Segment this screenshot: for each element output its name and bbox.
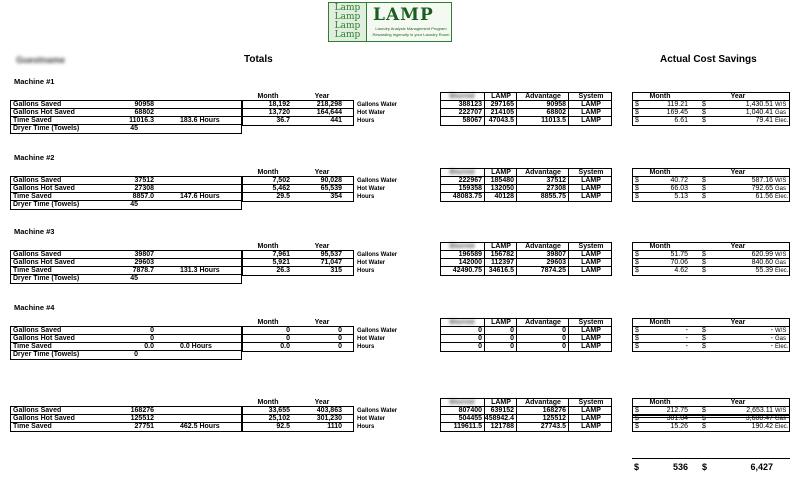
grand-total-rule bbox=[632, 415, 790, 416]
dollar-sign: $ bbox=[702, 327, 706, 334]
unit-label: Hot Water bbox=[357, 416, 386, 422]
savings-month-header: Month bbox=[649, 399, 671, 406]
lamp-value: 214105 bbox=[490, 109, 514, 116]
savings-year-value: 1,430.51 bbox=[745, 101, 773, 108]
system-value: LAMP bbox=[581, 267, 601, 274]
dollar-sign: $ bbox=[702, 415, 706, 422]
savings-year-value: 840.60 bbox=[751, 259, 773, 266]
month-value: 5,462 bbox=[272, 185, 290, 192]
baseline-value: 48083.75 bbox=[452, 193, 482, 200]
savings-year-header: Year bbox=[730, 93, 746, 100]
machine-title: Machine #4 bbox=[14, 303, 55, 312]
baseline-value: 0 bbox=[478, 343, 482, 350]
lamp-header: LAMP bbox=[491, 169, 511, 176]
dollar-sign: $ bbox=[635, 335, 639, 342]
row-label: Gallons Saved bbox=[13, 177, 62, 184]
row-value: 11016.3 bbox=[129, 117, 154, 124]
dryer-time-label: Dryer Time (Towels) bbox=[13, 125, 80, 132]
system-value: LAMP bbox=[581, 109, 601, 116]
grand-total-year: 6,427 bbox=[750, 462, 773, 472]
lamp-value: 297165 bbox=[490, 101, 514, 108]
savings-unit: Elec. bbox=[775, 424, 789, 430]
month-value: 92.5 bbox=[276, 423, 290, 430]
row-value: 39807 bbox=[134, 251, 154, 258]
savings-month-value: 119.21 bbox=[667, 101, 688, 108]
system-column-rule bbox=[568, 398, 569, 432]
baseline-value: 0 bbox=[478, 327, 482, 334]
unit-label: Hot Water bbox=[357, 110, 386, 116]
savings-year-value: - bbox=[770, 343, 773, 350]
savings-year-value: 2,653.11 bbox=[746, 407, 773, 414]
savings-year-value: 1,040.41 bbox=[745, 109, 773, 116]
baseline-value: 42490.75 bbox=[452, 267, 482, 274]
row-value: 27751 bbox=[134, 423, 154, 430]
system-column-rule bbox=[568, 92, 569, 126]
unit-label: Hot Water bbox=[357, 186, 386, 192]
lamp-logo bbox=[328, 2, 452, 42]
year-value: 354 bbox=[330, 193, 342, 200]
unit-label: Gallons Water bbox=[357, 102, 398, 108]
lamp-value: 34616.5 bbox=[488, 267, 514, 274]
dollar-sign: $ bbox=[702, 117, 706, 124]
dryer-time-label: Dryer Time (Towels) bbox=[13, 351, 80, 358]
unit-label: Gallons Water bbox=[357, 408, 398, 414]
savings-unit: W/S bbox=[775, 252, 787, 258]
unit-label: Hours bbox=[357, 268, 375, 274]
dryer-time-value: 45 bbox=[130, 275, 138, 282]
savings-month-value: 5.13 bbox=[674, 193, 688, 200]
year-header: Year bbox=[314, 169, 330, 176]
savings-unit: Gas bbox=[775, 260, 787, 266]
year-value: 301,230 bbox=[316, 415, 342, 422]
dollar-sign: $ bbox=[702, 251, 706, 258]
savings-year-value: 587.16 bbox=[751, 177, 773, 184]
savings-unit: Elec. bbox=[775, 268, 789, 274]
blurred-header: Blurred bbox=[449, 243, 475, 250]
system-value: LAMP bbox=[581, 177, 601, 184]
row-label: Time Saved bbox=[13, 423, 52, 430]
unit-label: Gallons Water bbox=[357, 178, 398, 184]
system-header: System bbox=[578, 243, 604, 250]
advantage-value: 39807 bbox=[546, 251, 566, 258]
cost-savings-heading: Actual Cost Savings bbox=[660, 54, 757, 65]
year-value: 1110 bbox=[327, 423, 342, 430]
logo-title: LAMP bbox=[373, 5, 434, 25]
savings-month-value: 4.62 bbox=[674, 267, 688, 274]
month-value: 25,102 bbox=[268, 415, 290, 422]
advantage-value: 29603 bbox=[546, 259, 566, 266]
dollar-sign: $ bbox=[702, 177, 706, 184]
baseline-value: 142000 bbox=[458, 259, 482, 266]
row-label: Time Saved bbox=[13, 267, 52, 274]
dollar-sign: $ bbox=[702, 335, 706, 342]
savings-month-value: 169.45 bbox=[666, 109, 688, 116]
savings-month-value: - bbox=[685, 335, 688, 342]
blurred-header: Blurred bbox=[449, 93, 475, 100]
dollar-sign: $ bbox=[635, 407, 639, 414]
row-value: 168276 bbox=[130, 407, 154, 414]
dollar-sign: $ bbox=[702, 109, 706, 116]
blurred-header: Blurred bbox=[449, 169, 475, 176]
savings-month-value: - bbox=[685, 327, 688, 334]
dollar-sign: $ bbox=[635, 117, 639, 124]
system-header: System bbox=[578, 399, 604, 406]
baseline-value: 388123 bbox=[458, 101, 482, 108]
savings-month-value: - bbox=[685, 343, 688, 350]
unit-label: Hours bbox=[357, 118, 375, 124]
month-value: 26.3 bbox=[276, 267, 290, 274]
dollar-sign: $ bbox=[702, 101, 706, 108]
dollar-sign: $ bbox=[635, 177, 639, 184]
advantage-value: 11013.5 bbox=[541, 117, 566, 124]
year-value: 218,298 bbox=[316, 101, 342, 108]
dollar-sign: $ bbox=[635, 267, 639, 274]
savings-year-value: 3,600.47 bbox=[745, 415, 773, 422]
savings-month-value: 40.72 bbox=[670, 177, 688, 184]
advantage-value: 125512 bbox=[542, 415, 566, 422]
savings-unit: W/S bbox=[775, 102, 787, 108]
year-value: 0 bbox=[338, 335, 342, 342]
savings-month-header: Month bbox=[649, 93, 671, 100]
advantage-value: 68802 bbox=[546, 109, 566, 116]
savings-year-header: Year bbox=[730, 243, 746, 250]
system-column-rule bbox=[568, 318, 569, 352]
row-label: Time Saved bbox=[13, 343, 52, 350]
row-label: Gallons Hot Saved bbox=[13, 335, 75, 342]
advantage-header: Advantage bbox=[525, 93, 561, 100]
dollar-sign: $ bbox=[635, 423, 639, 430]
savings-month-value: 6.61 bbox=[674, 117, 688, 124]
advantage-header: Advantage bbox=[525, 319, 561, 326]
dollar-sign: $ bbox=[635, 193, 639, 200]
savings-month-value: 70.06 bbox=[670, 259, 688, 266]
advantage-value: 8855.75 bbox=[540, 193, 566, 200]
lamp-header: LAMP bbox=[491, 399, 511, 406]
lamp-value: 0 bbox=[510, 335, 514, 342]
year-header: Year bbox=[314, 243, 330, 250]
system-value: LAMP bbox=[581, 117, 601, 124]
system-value: LAMP bbox=[581, 259, 601, 266]
savings-month-value: 66.03 bbox=[670, 185, 688, 192]
row-value: 68802 bbox=[134, 109, 154, 116]
row-value: 0 bbox=[150, 327, 154, 334]
dollar-sign: $ bbox=[702, 193, 706, 200]
lamp-value: 0 bbox=[510, 327, 514, 334]
savings-month-value: 301.04 bbox=[666, 415, 688, 422]
lamp-header: LAMP bbox=[491, 243, 511, 250]
logo-subtitle: Laundry Analysis Management Program Rewarding Ingenuity in your Laundry Room bbox=[372, 26, 450, 37]
time-saved-hours: 147.6 Hours bbox=[180, 193, 220, 200]
baseline-value: 222967 bbox=[458, 177, 482, 184]
year-value: 441 bbox=[330, 117, 342, 124]
month-value: 7,961 bbox=[272, 251, 290, 258]
savings-month-value: 51.75 bbox=[670, 251, 688, 258]
system-value: LAMP bbox=[581, 251, 601, 258]
lamp-value: 0 bbox=[510, 343, 514, 350]
savings-unit: W/S bbox=[775, 408, 787, 414]
advantage-value: 168276 bbox=[542, 407, 566, 414]
lamp-value: 112397 bbox=[491, 259, 514, 266]
grand-dollar-sign: $ bbox=[702, 462, 708, 472]
grand-dollar-sign: $ bbox=[634, 462, 640, 472]
dollar-sign: $ bbox=[635, 343, 639, 350]
savings-year-value: 79.41 bbox=[755, 117, 773, 124]
lamp-value: 121788 bbox=[490, 423, 514, 430]
machine-title: Machine #1 bbox=[14, 77, 55, 86]
row-label: Gallons Hot Saved bbox=[13, 185, 75, 192]
row-value: 29603 bbox=[134, 259, 154, 266]
system-value: LAMP bbox=[581, 415, 601, 422]
row-value: 37512 bbox=[134, 177, 154, 184]
savings-year-header: Year bbox=[730, 169, 746, 176]
year-value: 403,863 bbox=[316, 407, 342, 414]
lamp-value: 185480 bbox=[490, 177, 514, 184]
savings-unit: Elec. bbox=[775, 344, 789, 350]
system-column-rule bbox=[568, 168, 569, 202]
baseline-value: 222707 bbox=[458, 109, 482, 116]
dollar-sign: $ bbox=[635, 327, 639, 334]
savings-year-header: Year bbox=[730, 319, 746, 326]
lamp-header: LAMP bbox=[491, 319, 511, 326]
advantage-value: 27308 bbox=[546, 185, 566, 192]
system-value: LAMP bbox=[581, 335, 601, 342]
savings-unit: Elec. bbox=[775, 194, 789, 200]
dollar-sign: $ bbox=[635, 101, 639, 108]
year-value: 315 bbox=[330, 267, 342, 274]
dryer-time-value: 45 bbox=[130, 201, 138, 208]
year-header: Year bbox=[314, 399, 330, 406]
dollar-sign: $ bbox=[635, 251, 639, 258]
lamp-value: 132050 bbox=[490, 185, 514, 192]
savings-year-value: 55.39 bbox=[755, 267, 773, 274]
advantage-header: Advantage bbox=[525, 243, 561, 250]
year-header: Year bbox=[314, 319, 330, 326]
month-value: 5,921 bbox=[272, 259, 290, 266]
row-label: Gallons Hot Saved bbox=[13, 259, 75, 266]
advantage-value: 0 bbox=[562, 343, 566, 350]
advantage-value: 90958 bbox=[546, 101, 566, 108]
blurred-header: Blurred bbox=[449, 319, 475, 326]
month-header: Month bbox=[257, 243, 279, 250]
system-header: System bbox=[578, 319, 604, 326]
advantage-value: 7874.25 bbox=[540, 267, 566, 274]
row-label: Gallons Hot Saved bbox=[13, 109, 75, 116]
baseline-value: 504455 bbox=[458, 415, 482, 422]
dollar-sign: $ bbox=[635, 415, 639, 422]
savings-unit: Gas bbox=[775, 336, 787, 342]
savings-unit: Gas bbox=[775, 416, 787, 422]
advantage-header: Advantage bbox=[525, 399, 561, 406]
unit-label: Gallons Water bbox=[357, 328, 398, 334]
savings-month-value: 212.75 bbox=[666, 407, 688, 414]
grand-total-top-rule bbox=[632, 458, 790, 459]
savings-unit: W/S bbox=[775, 328, 787, 334]
dryer-time-value: 0 bbox=[134, 351, 138, 358]
month-value: 0 bbox=[286, 327, 290, 334]
system-header: System bbox=[578, 93, 604, 100]
row-label: Gallons Saved bbox=[13, 251, 62, 258]
savings-year-value: 620.99 bbox=[751, 251, 773, 258]
lamp-value: 639152 bbox=[490, 407, 514, 414]
savings-year-value: 61.56 bbox=[755, 193, 773, 200]
month-value: 0 bbox=[286, 335, 290, 342]
system-value: LAMP bbox=[581, 101, 601, 108]
savings-year-value: 792.65 bbox=[751, 185, 773, 192]
month-header: Month bbox=[257, 93, 279, 100]
month-value: 13,720 bbox=[268, 109, 290, 116]
month-value: 0.0 bbox=[280, 343, 290, 350]
totals-heading: Totals bbox=[244, 54, 273, 65]
time-saved-hours: 131.3 Hours bbox=[180, 267, 220, 274]
dollar-sign: $ bbox=[635, 259, 639, 266]
blurred-header: Blurred bbox=[449, 399, 475, 406]
dryer-time-label: Dryer Time (Towels) bbox=[13, 201, 80, 208]
baseline-value: 58067 bbox=[462, 117, 482, 124]
year-value: 0 bbox=[338, 327, 342, 334]
system-value: LAMP bbox=[581, 327, 601, 334]
row-value: 27308 bbox=[134, 185, 154, 192]
row-label: Gallons Saved bbox=[13, 101, 62, 108]
savings-month-header: Month bbox=[649, 169, 671, 176]
month-value: 33,655 bbox=[268, 407, 290, 414]
system-value: LAMP bbox=[581, 407, 601, 414]
lamp-header: LAMP bbox=[491, 93, 511, 100]
system-column-rule bbox=[568, 242, 569, 276]
savings-year-value: 190.42 bbox=[751, 423, 773, 430]
unit-label: Hours bbox=[357, 344, 375, 350]
year-value: 95,537 bbox=[320, 251, 342, 258]
lamp-value: 458942.4 bbox=[484, 415, 514, 422]
machine-title: Machine #3 bbox=[14, 227, 55, 236]
row-label: Gallons Saved bbox=[13, 327, 62, 334]
dollar-sign: $ bbox=[635, 185, 639, 192]
baseline-value: 196589 bbox=[458, 251, 482, 258]
unit-label: Hours bbox=[357, 424, 375, 430]
system-value: LAMP bbox=[581, 423, 601, 430]
row-value: 0.0 bbox=[144, 343, 154, 350]
machine-title: Machine #2 bbox=[14, 153, 55, 162]
row-value: 7878.7 bbox=[132, 267, 154, 274]
system-value: LAMP bbox=[581, 185, 601, 192]
row-label: Gallons Hot Saved bbox=[13, 415, 75, 422]
dollar-sign: $ bbox=[702, 423, 706, 430]
system-header: System bbox=[578, 169, 604, 176]
row-value: 125512 bbox=[130, 415, 154, 422]
system-value: LAMP bbox=[581, 343, 601, 350]
advantage-value: 0 bbox=[562, 327, 566, 334]
row-value: 8857.0 bbox=[132, 193, 154, 200]
savings-year-header: Year bbox=[730, 399, 746, 406]
row-label: Gallons Saved bbox=[13, 407, 62, 414]
year-value: 90,028 bbox=[320, 177, 342, 184]
lamp-logo-stack: Lamp Lamp Lamp Lamp bbox=[329, 3, 367, 41]
month-header: Month bbox=[257, 319, 279, 326]
dollar-sign: $ bbox=[702, 343, 706, 350]
month-value: 29.5 bbox=[276, 193, 290, 200]
unit-label: Hot Water bbox=[357, 336, 386, 342]
unit-label: Gallons Water bbox=[357, 252, 398, 258]
row-value: 90958 bbox=[134, 101, 154, 108]
unit-label: Hot Water bbox=[357, 260, 386, 266]
savings-unit: Gas bbox=[775, 186, 787, 192]
dollar-sign: $ bbox=[702, 259, 706, 266]
savings-month-header: Month bbox=[649, 319, 671, 326]
baseline-value: 807400 bbox=[458, 407, 482, 414]
row-label: Time Saved bbox=[13, 117, 52, 124]
dryer-time-label: Dryer Time (Towels) bbox=[13, 275, 80, 282]
year-value: 65,539 bbox=[320, 185, 342, 192]
year-value: 0 bbox=[338, 343, 342, 350]
time-saved-hours: 462.5 Hours bbox=[180, 423, 220, 430]
lamp-value: 40128 bbox=[494, 193, 514, 200]
month-header: Month bbox=[257, 169, 279, 176]
dollar-sign: $ bbox=[702, 407, 706, 414]
facility-name: Guestname bbox=[16, 55, 66, 65]
savings-month-header: Month bbox=[649, 243, 671, 250]
time-saved-hours: 0.0 Hours bbox=[180, 343, 212, 350]
row-label: Time Saved bbox=[13, 193, 52, 200]
dryer-time-value: 45 bbox=[130, 125, 138, 132]
baseline-value: 0 bbox=[478, 335, 482, 342]
lamp-value: 156782 bbox=[490, 251, 514, 258]
year-header: Year bbox=[314, 93, 330, 100]
time-saved-hours: 183.6 Hours bbox=[180, 117, 220, 124]
savings-year-value: - bbox=[770, 327, 773, 334]
grand-total-month: 536 bbox=[672, 462, 688, 472]
advantage-value: 37512 bbox=[546, 177, 566, 184]
dollar-sign: $ bbox=[702, 267, 706, 274]
month-header: Month bbox=[257, 399, 279, 406]
dollar-sign: $ bbox=[635, 109, 639, 116]
baseline-value: 159358 bbox=[458, 185, 482, 192]
savings-unit: Elec. bbox=[775, 118, 789, 124]
advantage-value: 27743.5 bbox=[540, 423, 566, 430]
month-value: 36.7 bbox=[276, 117, 290, 124]
lamp-value: 47043.5 bbox=[488, 117, 514, 124]
baseline-value: 119611.5 bbox=[453, 423, 482, 430]
savings-year-value: - bbox=[770, 335, 773, 342]
advantage-header: Advantage bbox=[525, 169, 561, 176]
savings-unit: Gas bbox=[775, 110, 787, 116]
year-value: 164,644 bbox=[316, 109, 342, 116]
savings-unit: W/S bbox=[775, 178, 787, 184]
system-value: LAMP bbox=[581, 193, 601, 200]
month-value: 7,502 bbox=[272, 177, 290, 184]
year-value: 71,047 bbox=[320, 259, 342, 266]
savings-month-value: 15.26 bbox=[670, 423, 688, 430]
dollar-sign: $ bbox=[702, 185, 706, 192]
month-value: 18,192 bbox=[268, 101, 290, 108]
unit-label: Hours bbox=[357, 194, 375, 200]
row-value: 0 bbox=[150, 335, 154, 342]
grand-total-rule bbox=[632, 417, 790, 418]
advantage-value: 0 bbox=[562, 335, 566, 342]
